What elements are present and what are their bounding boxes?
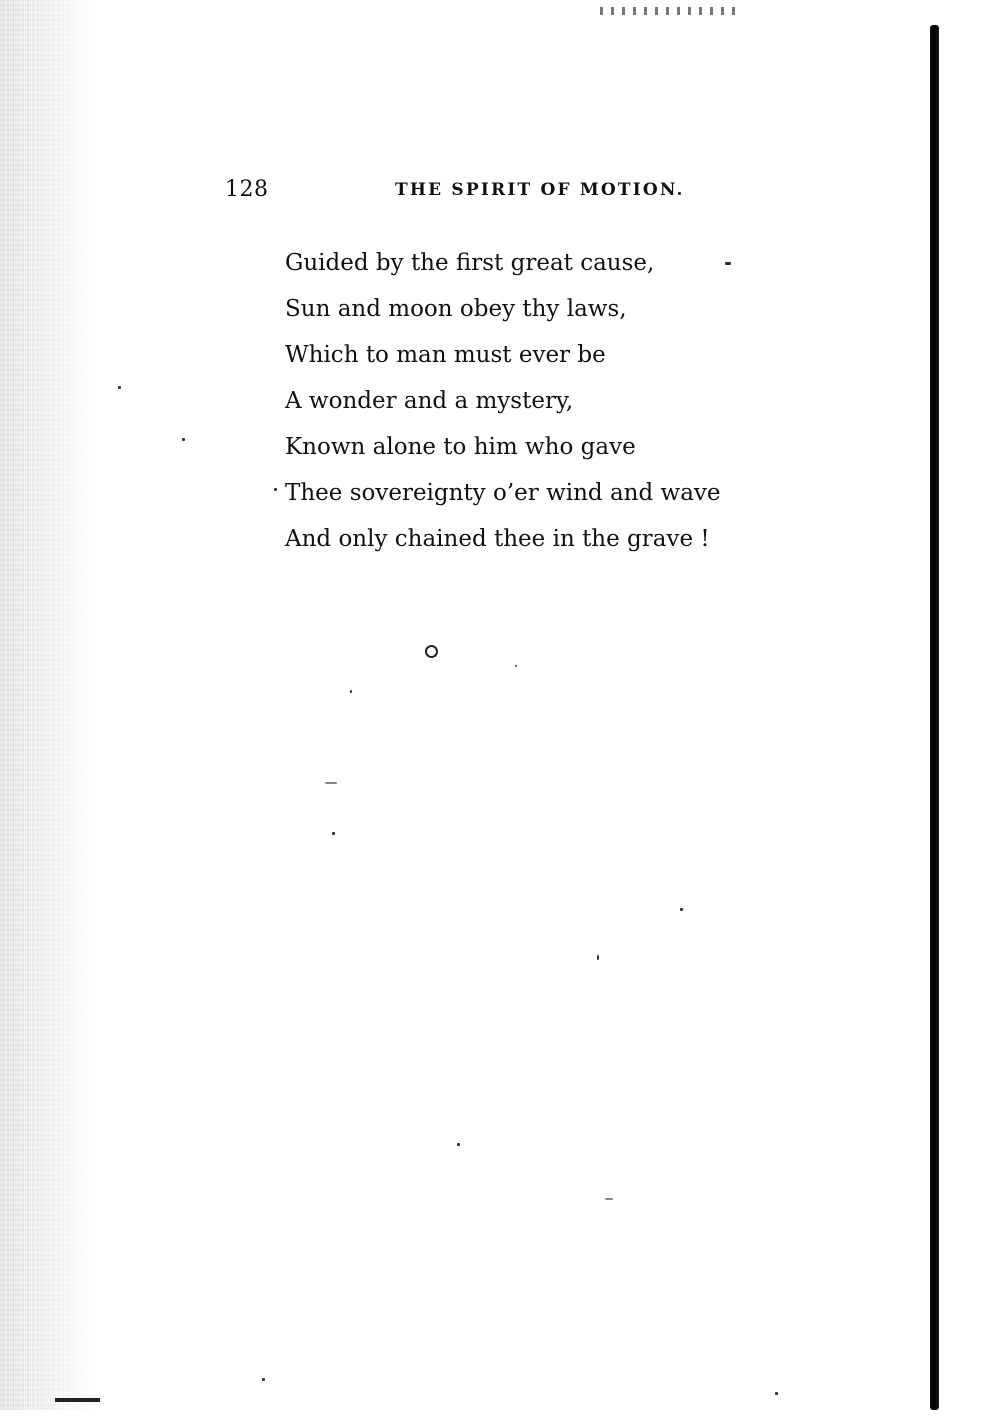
verse-line: Guided by the first great cause, [285,250,655,276]
verse-line: And only chained thee in the grave ! [285,526,710,552]
verse-line: Which to man must ever be [285,342,606,368]
scan-marks [600,7,742,15]
speck [182,438,185,441]
verse-line: Sun and moon obey thy laws, [285,296,627,322]
speck [274,488,277,491]
page-number: 128 [225,177,269,202]
verse-line: Thee sovereignty o’er wind and wave [285,480,721,506]
speck [325,782,337,784]
speck [515,665,517,667]
speck [332,832,335,835]
running-title: THE SPIRIT OF MOTION. [395,180,685,200]
speck [605,1198,613,1200]
page-header [225,177,730,213]
verse-line: Known alone to him who gave [285,434,636,460]
speck [118,386,121,389]
speck [775,1392,778,1395]
speck [457,1143,460,1146]
speck [597,955,599,960]
page-edge-line [930,25,939,1410]
speck [725,262,731,265]
speck [350,690,352,693]
verse-line: A wonder and a mystery, [285,388,574,414]
gutter-mark [55,1398,100,1402]
speck [680,908,683,911]
ornament-circle-icon [425,645,438,658]
speck [262,1378,265,1381]
binding-gutter [0,0,95,1410]
poem-stanza [285,240,765,562]
